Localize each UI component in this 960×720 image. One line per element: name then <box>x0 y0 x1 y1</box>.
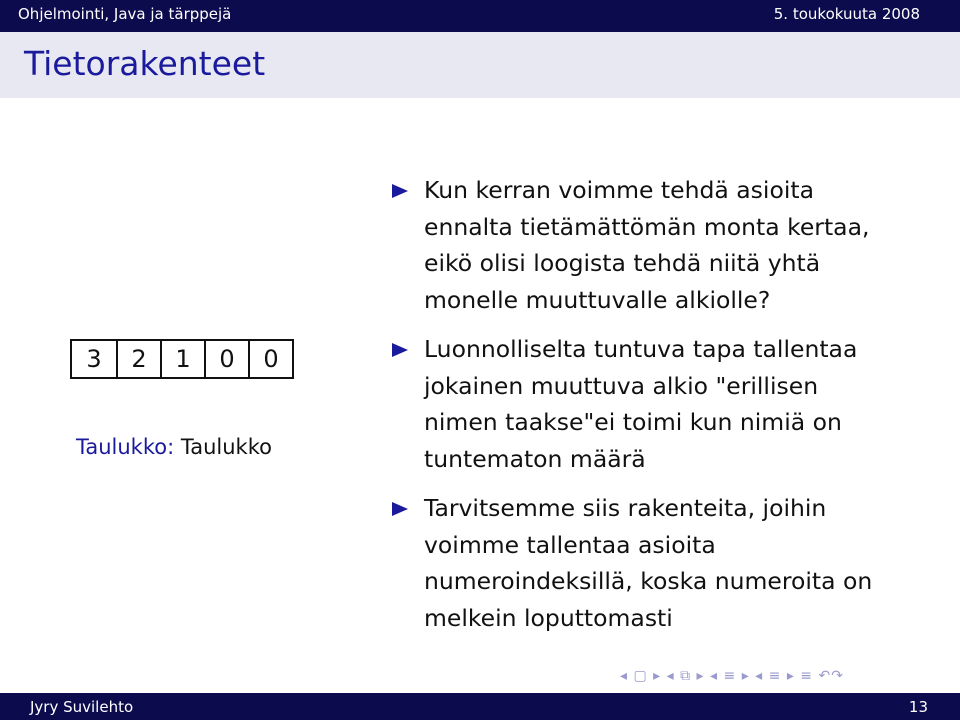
bullet-item <box>392 490 912 636</box>
header-bar <box>0 0 960 32</box>
frame-title-bar <box>0 32 960 98</box>
caption-label: Taulukko: <box>76 435 175 459</box>
bullet-line: jokainen muuttuva alkio "erillisen <box>424 371 819 400</box>
array-cell: 1 <box>160 341 204 377</box>
bullet-line: nimen taakse"ei toimi kun nimiä on <box>424 408 842 436</box>
bullet-line: voimme tallentaa asioita <box>424 530 716 559</box>
header-date: 5. toukokuuta 2008 <box>773 5 920 23</box>
bullet-item <box>392 331 912 477</box>
bullet-triangle-icon <box>392 502 408 516</box>
caption-text: Taulukko <box>180 435 272 459</box>
header-title: Ohjelmointi, Java ja tärppejä <box>18 5 232 23</box>
footer-bar <box>0 693 960 720</box>
navigation-symbols[interactable]: ◂ ▢ ▸ ◂ ⧉ ▸ ◂ ≡ ▸ ◂ ≡ ▸ ≡ ↶↷ <box>620 668 844 684</box>
footer-page-number: 13 <box>908 698 928 716</box>
array-cell: 2 <box>116 341 160 377</box>
bullet-triangle-icon <box>392 184 408 198</box>
array-cell: 3 <box>86 345 102 373</box>
bullet-line: numeroindeksillä, koska numeroita on <box>424 567 873 595</box>
footer-author: Jyry Suvilehto <box>30 698 134 716</box>
bullet-line: Luonnolliselta tuntuva tapa tallentaa <box>424 335 858 363</box>
bullet-list <box>392 172 912 649</box>
figure-caption <box>76 435 272 459</box>
array-figure <box>70 339 294 379</box>
bullet-triangle-icon <box>392 343 408 357</box>
array-cell: 0 <box>248 341 292 377</box>
bullet-line: eikö olisi loogista tehdä niitä yhtä <box>424 249 821 277</box>
frame-title: Tietorakenteet <box>24 44 266 83</box>
bullet-line: monelle muuttuvalle alkiolle? <box>424 285 771 314</box>
bullet-line: Tarvitsemme siis rakenteita, joihin <box>424 494 827 522</box>
bullet-item <box>392 172 912 318</box>
bullet-line: Kun kerran voimme tehdä asioita <box>424 176 814 204</box>
bullet-line: tuntematon määrä <box>424 444 646 473</box>
bullet-line: ennalta tietämättömän monta kertaa, <box>424 212 870 241</box>
bullet-line: melkein loputtomasti <box>424 603 673 632</box>
array-cell: 0 <box>204 341 248 377</box>
